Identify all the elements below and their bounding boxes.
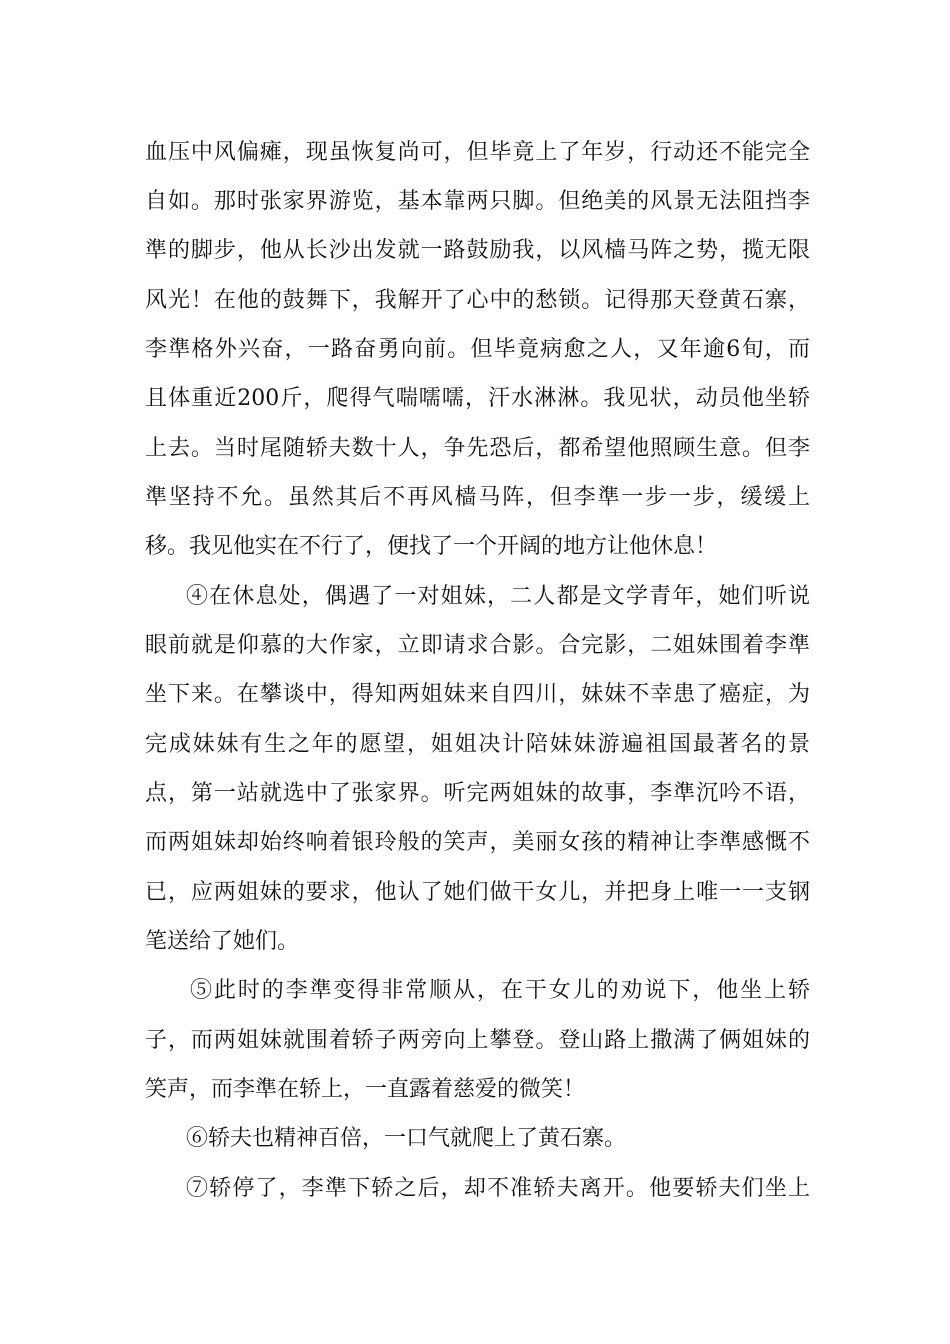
- text-line: 点，第一站就选中了张家界。听完两姐妹的故事，李準沉吟不语，: [145, 781, 810, 806]
- text-line: 完成妹妹有生之年的愿望，姐姐决计陪妹妹游遍祖国最著名的景: [145, 732, 810, 757]
- paragraph-7-first-line: ⑦轿停了，李準下轿之后，却不准轿夫离开。他要轿夫们坐上: [186, 1176, 810, 1201]
- text-line: 子，而两姐妹就围着轿子两旁向上攀登。登山路上撒满了俩姐妹的: [145, 1028, 810, 1053]
- text-line: 已，应两姐妹的要求，他认了她们做干女儿，并把身上唯一一支钢: [145, 880, 810, 905]
- text-line: 準坚持不允。虽然其后不再风樯马阵，但李準一步一步，缓缓上: [145, 485, 810, 510]
- paragraph-5-first-line: ⑤此时的李準变得非常顺从，在干女儿的劝说下，他坐上轿: [190, 978, 810, 1003]
- text-line: 血压中风偏瘫，现虽恢复尚可，但毕竟上了年岁，行动还不能完全: [145, 140, 810, 165]
- text-line: 李準格外兴奋，一路奋勇向前。但毕竟病愈之人，又年逾6旬，而: [145, 337, 810, 362]
- text-line: 移。我见他实在不行了，便找了一个开阔的地方让他休息！: [145, 534, 718, 559]
- text-line: 眼前就是仰慕的大作家，立即请求合影。合完影，二姐妹围着李準: [145, 633, 810, 658]
- text-line: 风光！在他的鼓舞下，我解开了心中的愁锁。记得那天登黄石寨，: [145, 288, 810, 313]
- text-line: 坐下来。在攀谈中，得知两姐妹来自四川，妹妹不幸患了癌症，为: [145, 682, 810, 707]
- text-line: 上去。当时尾随轿夫数十人，争先恐后，都希望他照顾生意。但李: [145, 436, 810, 461]
- paragraph-4-first-line: ④在休息处，偶遇了一对姐妹，二人都是文学青年，她们听说: [186, 584, 810, 609]
- text-line: 笑声，而李準在轿上，一直露着慈爱的微笑！: [145, 1077, 586, 1102]
- paragraph-6-line: ⑥轿夫也精神百倍，一口气就爬上了黄石寨。: [186, 1126, 627, 1151]
- text-line: 準的脚步，他从长沙出发就一路鼓励我，以风樯马阵之势，揽无限: [145, 238, 810, 263]
- text-line: 笔送给了她们。: [145, 929, 300, 954]
- text-line: 而两姐妹却始终响着银玲般的笑声，美丽女孩的精神让李準感慨不: [145, 830, 810, 855]
- text-line: 且体重近200斤，爬得气喘嚅嚅，汗水淋淋。我见状，动员他坐轿: [145, 386, 810, 411]
- text-line: 自如。那时张家界游览，基本靠两只脚。但绝美的风景无法阻挡李: [145, 189, 810, 214]
